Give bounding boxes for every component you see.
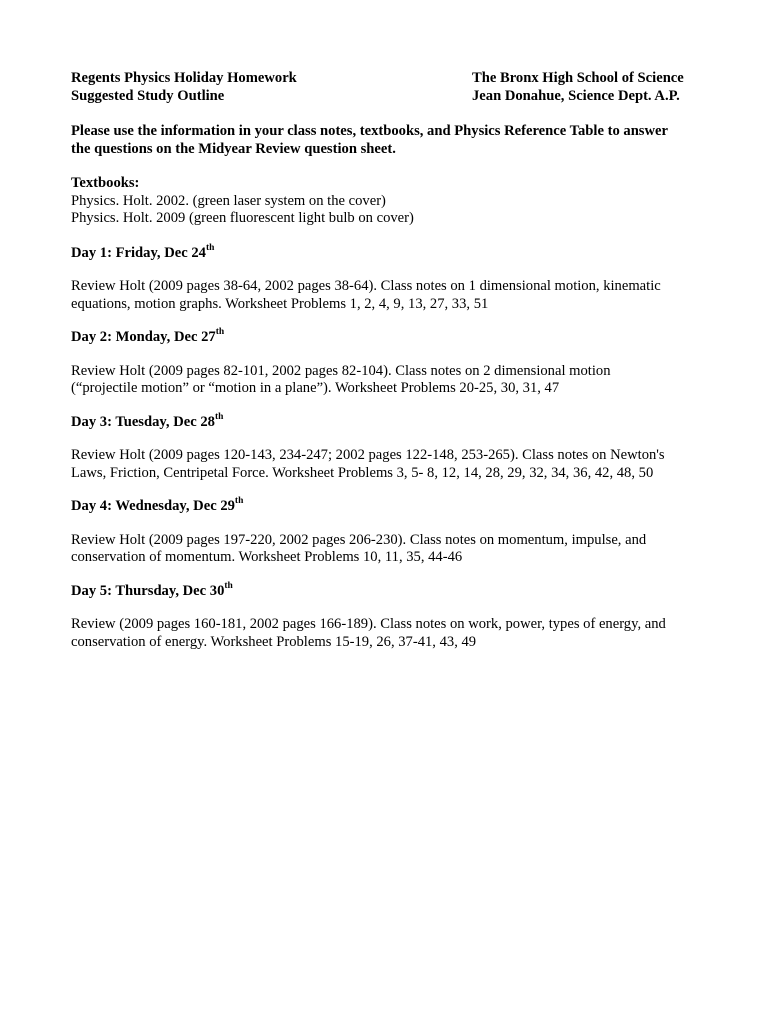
day-ordinal-suffix: th	[224, 580, 233, 591]
day-heading	[71, 580, 701, 601]
day-heading	[71, 329, 701, 347]
day-title: Day 4: Wednesday, Dec 29	[71, 498, 235, 514]
document-subtitle: Suggested Study Outline	[71, 88, 225, 104]
day-description-line: Review (2009 pages 160-181, 2002 pages 166-189). Class notes on work, power, types of energy, and	[71, 616, 666, 632]
textbook-item: Physics. Holt. 2009 (green fluorescent light bulb on cover)	[71, 210, 414, 226]
textbooks-heading: Textbooks:	[71, 175, 140, 191]
day-title: Day 3: Tuesday, Dec 28	[71, 413, 215, 430]
day-ordinal-suffix: th	[234, 496, 244, 507]
day-description-line: Review Holt (2009 pages 38-64, 2002 pages 38-64). Class notes on 1 dimensional motion, kinematic	[71, 278, 661, 294]
day-description-line: equations, motion graphs. Worksheet Problems 1, 2, 4, 9, 13, 27, 33, 51	[71, 295, 489, 312]
document-page	[71, 70, 701, 651]
author-name: Jean Donahue, Science Dept. A.P.	[472, 88, 680, 104]
instructions-line-2: the questions on the Midyear Review question sheet.	[71, 140, 396, 157]
course-title: Regents Physics Holiday Homework	[71, 70, 297, 86]
day-description-line: conservation of momentum. Worksheet Problems 10, 11, 35, 44-46	[71, 549, 463, 565]
instructions-line-1: Please use the information in your class notes, textbooks, and Physics Reference Table to answer	[71, 123, 668, 139]
day-heading	[71, 242, 701, 263]
header-row-2	[71, 88, 701, 106]
day-description-line: (“projectile motion” or “motion in a plane”). Worksheet Problems 20-25, 30, 31, 47	[71, 380, 560, 396]
day-description-line: Laws, Friction, Centripetal Force. Worksheet Problems 3, 5- 8, 12, 14, 28, 29, 32, 34, 36, 42, 48, 50	[71, 464, 654, 481]
day-description-line: Review Holt (2009 pages 82-101, 2002 pages 82-104). Class notes on 2 dimensional motion	[71, 362, 611, 379]
header-row-1	[71, 70, 701, 88]
day-title: Day 2: Monday, Dec 27	[71, 329, 216, 345]
day-title: Day 1: Friday, Dec 24	[71, 244, 206, 261]
school-name: The Bronx High School of Science	[472, 70, 684, 86]
day-ordinal-suffix: th	[215, 327, 225, 338]
day-description-line: Review Holt (2009 pages 120-143, 234-247; 2002 pages 122-148, 253-265). Class notes on Newton's	[71, 447, 665, 463]
day-heading	[71, 411, 701, 432]
day-ordinal-suffix: th	[205, 242, 215, 253]
textbook-item: Physics. Holt. 2002. (green laser system on the cover)	[71, 192, 386, 209]
day-description-line: conservation of energy. Worksheet Problems 15-19, 26, 37-41, 43, 49	[71, 633, 477, 650]
day-title: Day 5: Thursday, Dec 30	[71, 582, 225, 599]
day-ordinal-suffix: th	[214, 411, 224, 422]
day-heading	[71, 498, 701, 516]
day-description-line: Review Holt (2009 pages 197-220, 2002 pages 206-230). Class notes on momentum, impulse, and	[71, 531, 647, 548]
